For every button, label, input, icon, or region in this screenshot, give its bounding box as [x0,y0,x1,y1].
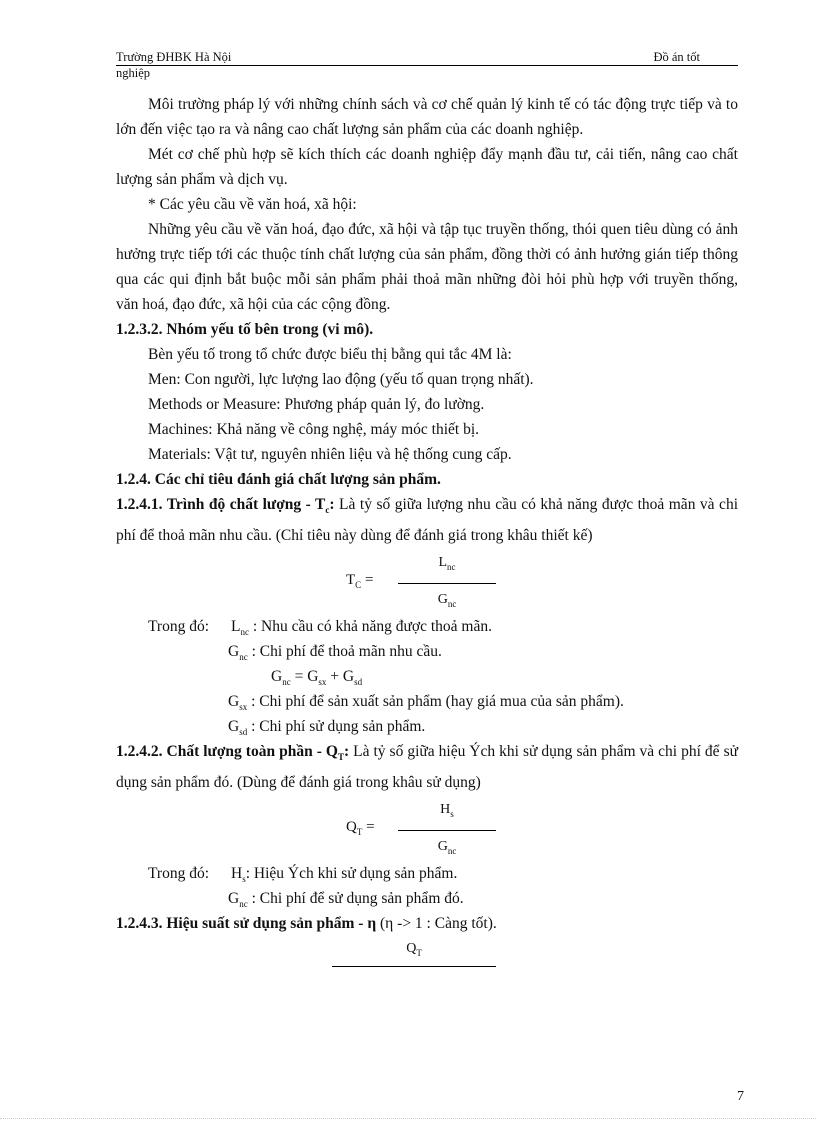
item-machines: Machines: Khả năng về công nghệ, máy móc thiết bị. [148,421,480,438]
definition-row [116,861,738,886]
paragraph-legal-environment: Môi trường pháp lý với những chính sách và cơ chế quản lý kinh tế có tác động trực tiếp và to lớn đến việc tạo ra và nâng cao chất lượng sản phẩm của các doanh nghiệp. [116,96,738,138]
paragraph-culture-heading: * Các yêu cầu về văn hoá, xã hội: [148,196,357,213]
formula-qt [116,795,738,861]
item-men: Men: Con người, lực lượng lao động (yếu tố quan trọng nhất). [148,371,534,388]
where-label: Trong đó: [148,865,210,883]
intro-4m: Bèn yếu tố trong tổ chức được biểu thị bằng qui tắc 4M là: [148,346,512,363]
formula-efficiency-fraction [332,936,496,976]
definition-row [116,886,738,911]
header-school: Trường ĐHBK Hà Nội [116,50,232,64]
formula-efficiency-bar [332,966,496,967]
heading-1243: 1.2.4.3. Hiệu suất sử dụng sản phẩm - η [116,915,377,933]
definition-row [116,714,738,739]
formula-tc [116,548,738,614]
formula-qt-bar [398,830,496,831]
header-title-continued: nghiệp [116,66,151,80]
definitions-tc [116,614,738,739]
header-title: Đồ án tốt [653,50,700,64]
formula-tc-denominator: $G_{nc}$ [437,592,457,609]
formula-qt-denominator: $G_{nc}$ [437,839,457,856]
definition-gsd: $G_{sd}$ : Chi phí sử dụng sản phẩm. [228,718,426,738]
item-materials: Materials: Vật tư, nguyên nhiên liệu và hệ thống cung cấp. [148,446,512,463]
formula-tc-fraction [398,548,496,614]
header-rule [116,65,738,66]
formula-qt-lhs: $Q_T$ = [346,819,375,838]
page-bottom-edge [0,1118,816,1119]
definition-row [116,689,738,714]
paragraph-mechanism: Mét cơ chế phù hợp sẽ kích thích các doanh nghiệp đẩy mạnh đầu tư, cải tiến, nâng cao chất lượng sản phẩm và dịch vụ. [116,146,738,188]
paragraph-1241: 1.2.4.1. Trình độ chất lượng - $T_c$: Là tỷ số giữa lượng nhu cầu có khả năng được thoả mãn và chi phí để thoả mãn nhu cầu. (Chỉ tiêu này dùng để đánh giá trong khâu thiết kế) [116,496,738,545]
formula-tc-lhs: $T_C$ = [346,572,374,591]
definition-row [116,664,738,689]
formula-efficiency [116,936,738,976]
item-methods: Methods or Measure: Phương pháp quản lý, đo lường. [148,396,485,413]
definition-hs: $H_s$: Hiệu Ých khi sử dụng sản phẩm. [231,865,458,885]
page-body [116,92,738,976]
formula-qt-fraction [398,795,496,861]
page-number: 7 [737,1089,744,1104]
heading-124: 1.2.4. Các chỉ tiêu đánh giá chất lượng sản phẩm. [116,471,441,488]
definition-lnc: $L_{nc}$ : Nhu cầu có khả năng được thoả mãn. [231,618,492,638]
formula-tc-bar [398,583,496,584]
equation-gnc: $G_{nc} = G_{sx} + G_{sd}$ [271,668,363,688]
definition-gnc-use: $G_{nc}$ : Chi phí để sử dụng sản phẩm đó. [228,890,464,910]
formula-qt-numerator: $H_s$ [440,802,454,819]
where-label: Trong đó: [148,618,210,636]
formula-efficiency-numerator: $Q_T$ [406,941,422,958]
formula-tc-numerator: $L_{nc}$ [438,555,456,572]
definition-gsx: $G_{sx}$ : Chi phí để sản xuất sản phẩm (hay giá mua của sản phẩm). [228,693,624,713]
paragraph-1242: 1.2.4.2. Chất lượng toàn phần - $Q_T$: Là tỷ số giữa hiệu Ých khi sử dụng sản phẩm và chi phí để sử dụng sản phẩm đó. (Dùng để đánh giá trong khâu sử dụng) [116,743,738,792]
definitions-qt [116,861,738,911]
heading-1242: 1.2.4.2. Chất lượng toàn phần - $Q_T$: [116,743,350,763]
definition-row [116,614,738,639]
heading-1241: 1.2.4.1. Trình độ chất lượng - $T_c$: [116,496,335,516]
paragraph-culture: Những yêu cầu về văn hoá, đạo đức, xã hội và tập tục truyền thống, thói quen tiêu dùng có ảnh hưởng trực tiếp tới các thuộc tính chất lượng của sản phẩm, đồng thời có ảnh hưởng gián tiếp thông qua các qui định bắt buộc mỗi sản phẩm phải thoả mãn những đòi hỏi phù hợp với truyền thống, văn hoá, đạo đức, xã hội của các cộng đồng. [116,221,738,313]
paragraph-1243: 1.2.4.3. Hiệu suất sử dụng sản phẩm - η (η -> 1 : Càng tốt). [116,915,497,933]
heading-1232: 1.2.3.2. Nhóm yếu tố bên trong (vi mô). [116,321,374,338]
definition-gnc: $G_{nc}$ : Chi phí để thoả mãn nhu cầu. [228,643,442,663]
definition-row [116,639,738,664]
